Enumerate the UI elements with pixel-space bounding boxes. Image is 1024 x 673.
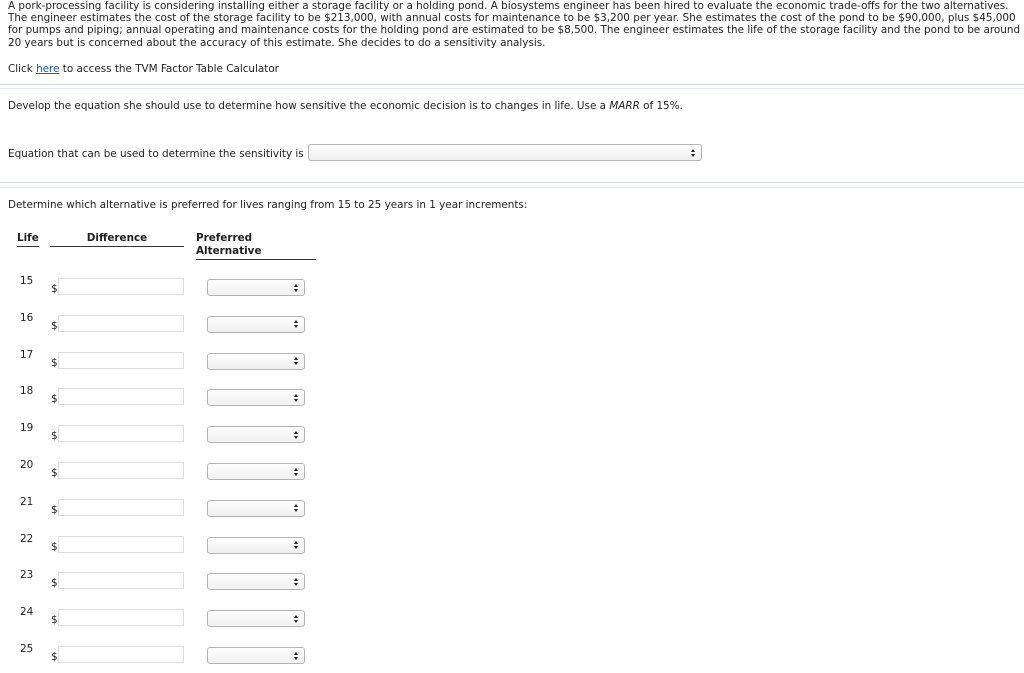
- equation-label: Equation that can be used to determine the sensitivity is: [8, 147, 304, 160]
- select-arrows-icon: [294, 320, 299, 328]
- table-row: [0, 606, 400, 636]
- difference-input[interactable]: [58, 315, 184, 332]
- marr-term: MARR: [609, 100, 640, 112]
- table-row: [0, 643, 400, 673]
- preferred-alternative-select[interactable]: [207, 316, 305, 333]
- section-divider: [0, 84, 1024, 85]
- difference-input[interactable]: [58, 499, 184, 516]
- preferred-alternative-select[interactable]: [207, 389, 305, 406]
- currency-symbol: $: [51, 430, 58, 443]
- select-arrows-icon: [294, 394, 299, 402]
- table-row: [0, 569, 400, 599]
- table-row: [0, 385, 400, 415]
- difference-input[interactable]: [58, 352, 184, 369]
- difference-input[interactable]: [58, 572, 184, 589]
- life-value: 24: [20, 606, 34, 619]
- life-value: 19: [20, 422, 34, 435]
- section-divider: [0, 187, 1024, 188]
- currency-symbol: $: [51, 503, 58, 516]
- table-row: [0, 422, 400, 452]
- life-value: 18: [20, 385, 34, 398]
- currency-symbol: $: [51, 356, 58, 369]
- difference-input[interactable]: [58, 646, 184, 663]
- tvm-calculator-link[interactable]: here: [36, 63, 60, 75]
- select-arrows-icon: [294, 504, 299, 512]
- life-value: 15: [20, 275, 34, 287]
- difference-input[interactable]: [58, 536, 184, 553]
- section-divider: [0, 88, 1024, 89]
- select-arrows-icon: [294, 615, 299, 623]
- currency-symbol: $: [51, 467, 58, 479]
- select-arrows-icon: [294, 468, 299, 476]
- currency-symbol: $: [51, 540, 58, 553]
- life-value: 17: [20, 348, 34, 361]
- preferred-alternative-select[interactable]: [207, 573, 305, 590]
- preferred-alternative-select[interactable]: [207, 647, 305, 664]
- select-arrows-icon: [294, 431, 299, 439]
- part2-prompt: Determine which alternative is preferred for lives ranging from 15 to 25 years in 1 year increments:: [8, 199, 528, 211]
- select-arrows-icon: [691, 149, 696, 157]
- select-arrows-icon: [294, 284, 299, 292]
- currency-symbol: $: [51, 393, 58, 406]
- currency-symbol: $: [51, 614, 58, 627]
- table-row: [0, 533, 400, 563]
- part1-prompt-end: of 15%.: [639, 100, 683, 112]
- select-arrows-icon: [294, 541, 299, 549]
- preferred-alternative-select[interactable]: [207, 610, 305, 627]
- part1-prompt: [8, 99, 683, 113]
- equation-row: [8, 144, 702, 161]
- life-value: 22: [20, 532, 34, 545]
- table-row: [0, 312, 400, 342]
- life-value: 20: [20, 459, 34, 471]
- currency-symbol: $: [51, 283, 58, 295]
- table-row: [0, 459, 400, 489]
- difference-input[interactable]: [58, 462, 184, 479]
- difference-input[interactable]: [58, 425, 184, 442]
- life-value: 25: [20, 643, 34, 655]
- preferred-alternative-select[interactable]: [207, 353, 305, 370]
- tvm-suffix: to access the TVM Factor Table Calculator: [59, 63, 279, 75]
- life-value: 21: [20, 495, 34, 508]
- preferred-alternative-select[interactable]: [207, 426, 305, 443]
- table-row: [0, 275, 400, 305]
- header-preferred-alternative: Preferred Alternative: [196, 232, 316, 260]
- preferred-alternative-select[interactable]: [207, 463, 305, 480]
- life-value: 23: [20, 569, 34, 582]
- tvm-prefix: Click: [8, 63, 37, 75]
- currency-symbol: $: [51, 319, 58, 332]
- table-row: [0, 496, 400, 526]
- life-value: 16: [20, 311, 34, 324]
- equation-select[interactable]: [308, 144, 702, 161]
- currency-symbol: $: [51, 651, 58, 663]
- part1-prompt-text: Develop the equation she should use to determine how sensitive the economic decision is to changes in life. Use a: [8, 100, 610, 112]
- header-life: Life: [17, 232, 39, 247]
- table-row: [0, 349, 400, 379]
- header-difference: Difference: [50, 232, 184, 247]
- difference-input[interactable]: [58, 609, 184, 626]
- select-arrows-icon: [294, 578, 299, 586]
- tvm-calculator-line: [8, 62, 279, 76]
- select-arrows-icon: [294, 357, 299, 365]
- preferred-alternative-select[interactable]: [207, 279, 305, 296]
- preferred-alternative-select[interactable]: [207, 537, 305, 554]
- problem-statement: A pork-processing facility is considering installing either a storage facility or a holding pond. A biosystems engineer has been hired to evaluate the economic trade-offs for the two alternatives. The engineer estimates the cost of the storage facility to be $213,000, with annual costs for maintenance to be $3,200 per year. She estimates the cost of the pond to be $90,000, plus $45,000 for pumps and piping; annual operating and maintenance costs for the holding pond are estimated to be $8,500. The engineer estimates the life of the storage facility and the pond to be around 20 years but is concerned about the accuracy of this estimate. She decides to do a sensitivity analysis.: [8, 0, 1021, 49]
- difference-input[interactable]: [58, 388, 184, 405]
- section-divider: [0, 182, 1024, 183]
- difference-input[interactable]: [58, 278, 184, 295]
- select-arrows-icon: [294, 652, 299, 660]
- currency-symbol: $: [51, 577, 58, 590]
- preferred-alternative-select[interactable]: [207, 500, 305, 517]
